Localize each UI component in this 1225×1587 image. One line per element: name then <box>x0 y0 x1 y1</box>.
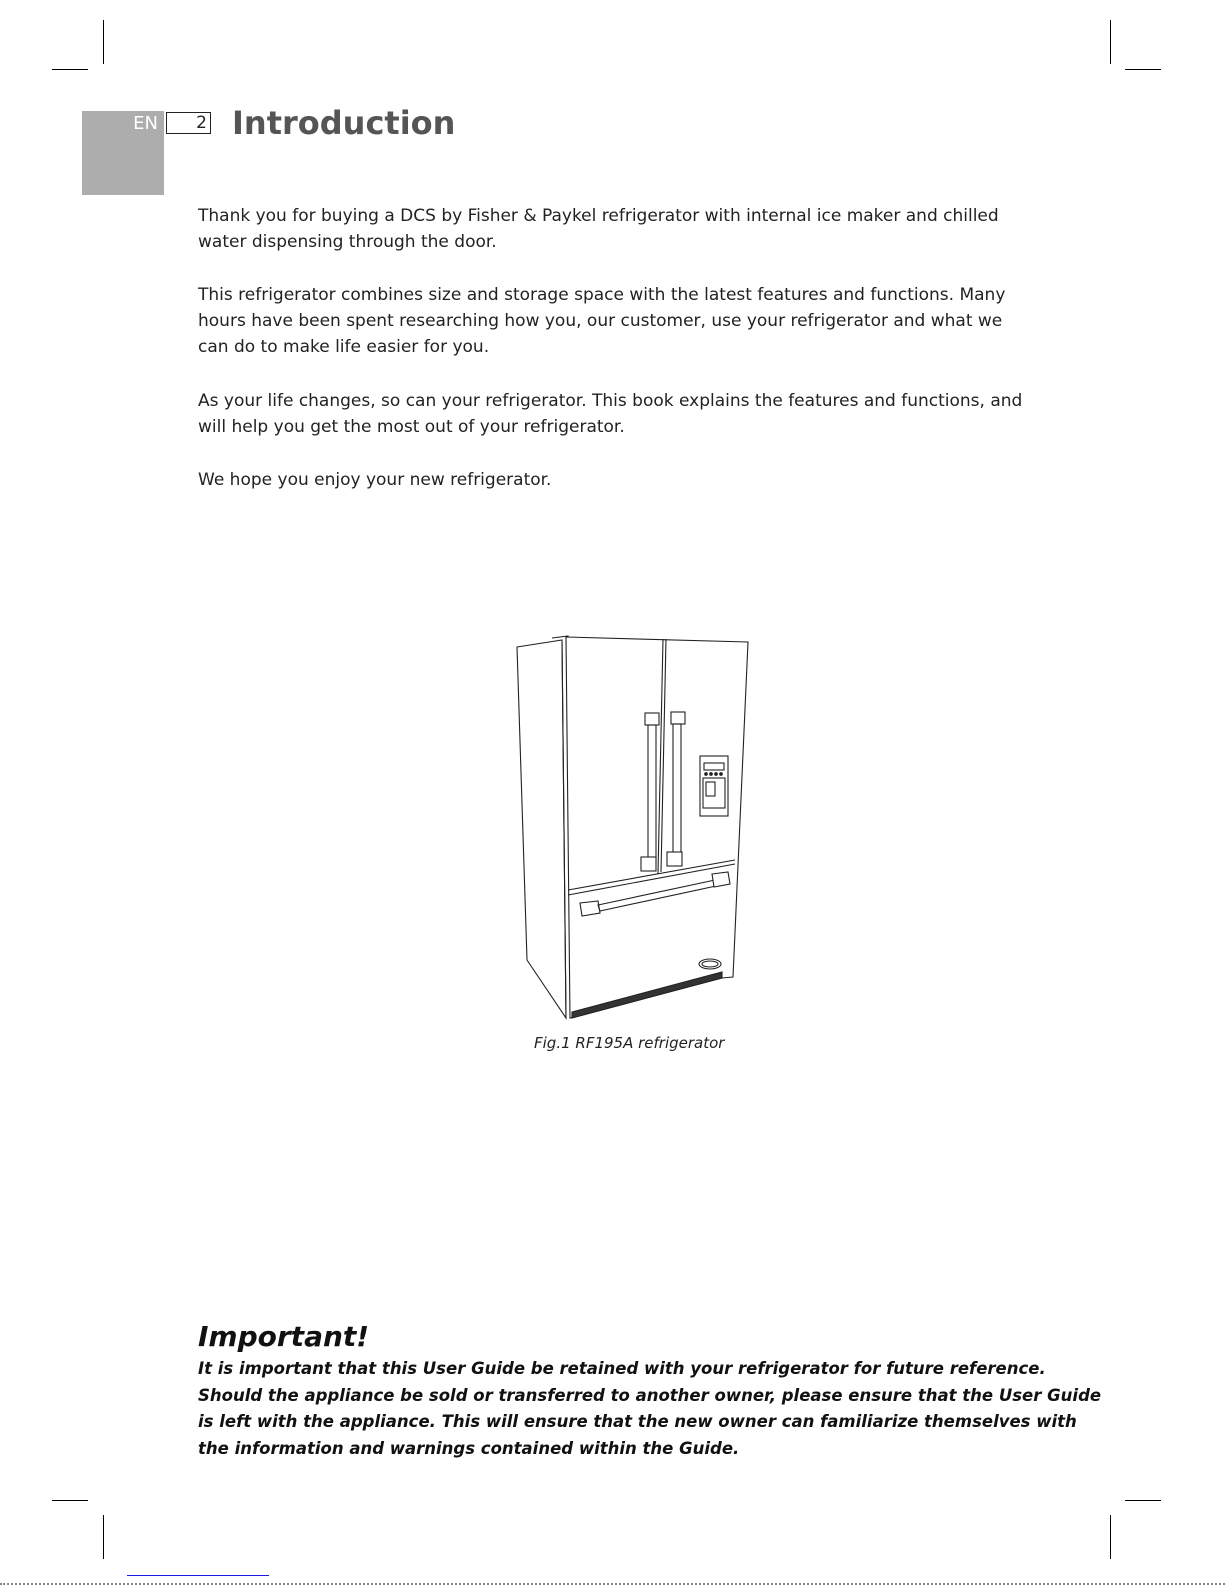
text-line: Should the appliance be sold or transferred to another owner, please ensure that the User Guide <box>198 1385 1102 1405</box>
text-line: will help you get the most out of your refrigerator. <box>198 417 625 437</box>
crop-mark <box>1110 1515 1111 1559</box>
crop-mark <box>1125 1500 1161 1501</box>
link-underline[interactable] <box>127 1575 269 1576</box>
crop-mark <box>1125 69 1161 70</box>
language-tab <box>82 111 164 195</box>
text-line: This refrigerator combines size and storage space with the latest features and functions. Many <box>198 285 1006 305</box>
intro-paragraph-1 <box>198 203 999 255</box>
figure-caption: Fig.1 RF195A refrigerator <box>534 1034 725 1052</box>
text-line: is left with the appliance. This will ensure that the new owner can familiarize themselves with <box>198 1412 1077 1431</box>
text-line: We hope you enjoy your new refrigerator. <box>198 470 552 490</box>
text-line: can do to make life easier for you. <box>198 337 490 357</box>
important-heading: Important! <box>198 1320 370 1353</box>
text-line: It is important that this User Guide be retained with your refrigerator for future reference. <box>198 1359 1046 1378</box>
crop-mark <box>103 20 104 64</box>
text-line: the information and warnings contained within the Guide. <box>198 1438 740 1458</box>
important-notice <box>198 1356 1101 1462</box>
page-number: 2 <box>166 112 211 134</box>
language-label: EN <box>133 113 158 134</box>
intro-paragraph-4 <box>198 467 551 493</box>
crop-mark <box>52 69 88 70</box>
intro-paragraph-3 <box>198 388 1022 440</box>
intro-paragraph-2 <box>198 282 1005 360</box>
refrigerator-illustration <box>500 620 750 1020</box>
crop-mark <box>1110 20 1111 64</box>
crop-mark <box>103 1515 104 1559</box>
page-title: Introduction <box>232 104 456 142</box>
page-bottom-border <box>0 1583 1225 1587</box>
text-line: water dispensing through the door. <box>198 232 497 252</box>
text-line: Thank you for buying a DCS by Fisher & Paykel refrigerator with internal ice maker and chilled <box>198 206 999 226</box>
text-line: As your life changes, so can your refrigerator. This book explains the features and functions, and <box>198 391 1023 411</box>
text-line: hours have been spent researching how you, our customer, use your refrigerator and what we <box>198 311 1003 331</box>
crop-mark <box>52 1500 88 1501</box>
